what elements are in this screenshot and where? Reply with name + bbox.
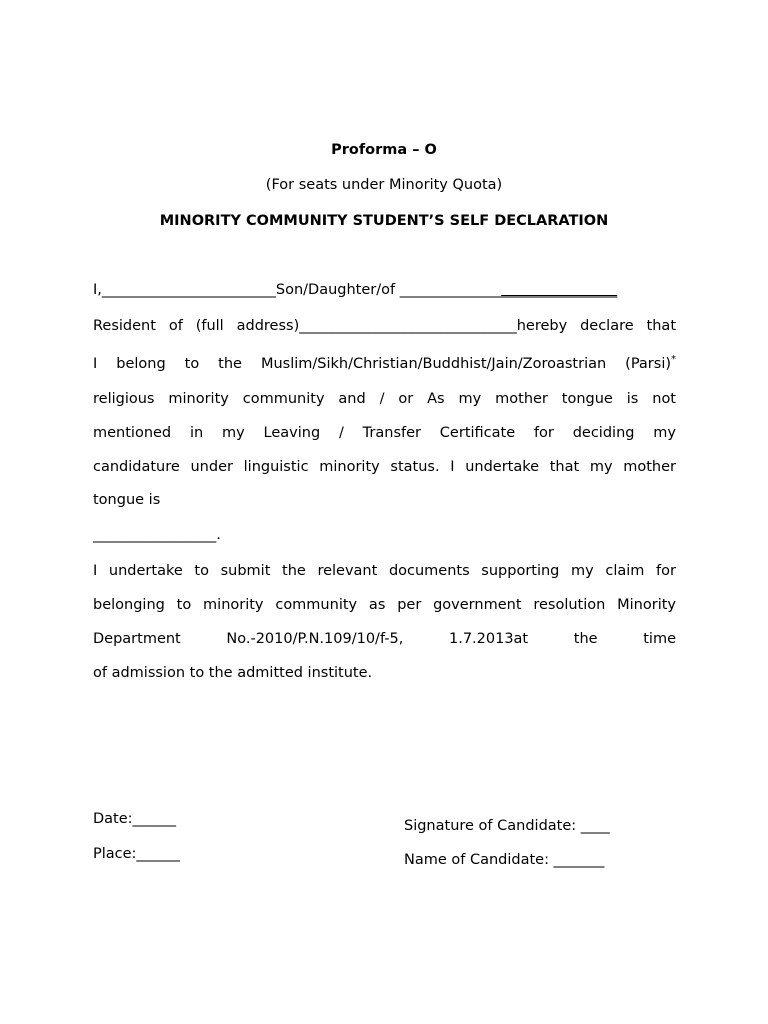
parent-name-blank: ________________ [501, 282, 618, 298]
body-line-4: religious minority community and / or As my mother tongue is not [93, 391, 676, 407]
name-parent-text: I,________________________Son/Daughter/of ______________ [93, 282, 502, 298]
date-field: Date:______ [93, 811, 177, 827]
declaration-heading: MINORITY COMMUNITY STUDENT’S SELF DECLARATION [159, 213, 609, 229]
body-line-6: candidature under linguistic minority status. I undertake that my mother [93, 459, 676, 475]
body-line-7: tongue is [93, 492, 161, 508]
candidate-name-field: Name of Candidate: _______ [404, 852, 605, 868]
footnote-marker: * [671, 354, 676, 366]
religion-line [93, 356, 676, 372]
proforma-subtitle: (For seats under Minority Quota) [265, 177, 503, 193]
body-line-10: belonging to minority community as per government resolution Minority [93, 597, 676, 613]
body-line-9: I undertake to submit the relevant documents supporting my claim for [93, 563, 676, 579]
proforma-title: Proforma – O [331, 142, 437, 158]
body-line-5: mentioned in my Leaving / Transfer Certificate for deciding my [93, 425, 676, 441]
religion-text: I belong to the Muslim/Sikh/Christian/Buddhist/Jain/Zoroastrian (Parsi) [93, 356, 671, 372]
name-parent-line [93, 282, 676, 298]
mother-tongue-blank: _________________. [93, 527, 221, 543]
body-line-12: of admission to the admitted institute. [93, 665, 373, 681]
government-resolution-line: Department No.-2010/P.N.109/10/f-5, 1.7.2013at the time [93, 631, 676, 647]
signature-field: Signature of Candidate: ____ [404, 818, 610, 834]
place-field: Place:______ [93, 846, 180, 862]
address-line: Resident of (full address)______________________________hereby declare that [93, 318, 676, 334]
